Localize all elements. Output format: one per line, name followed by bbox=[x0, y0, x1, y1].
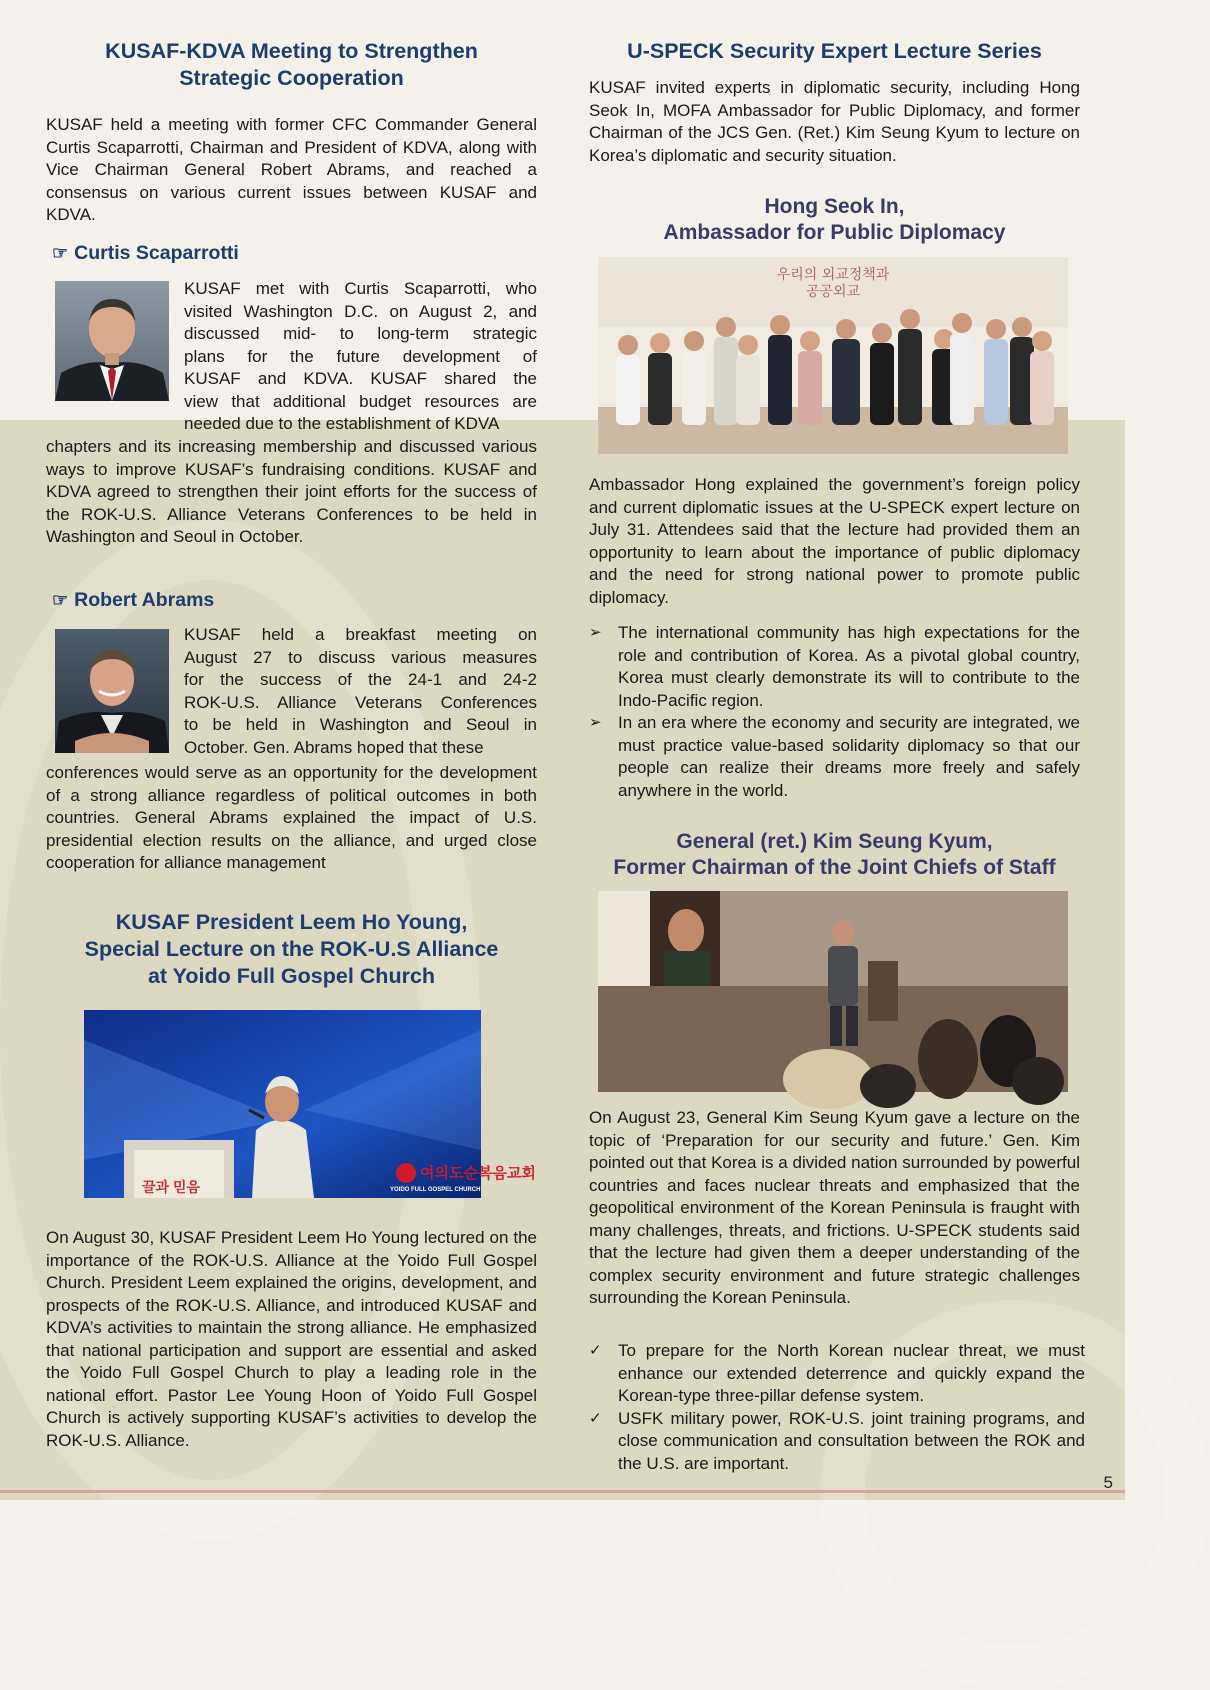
article-title: KUSAF President Leem Ho Young, bbox=[115, 910, 468, 934]
abrams-wrap-line: for the success of the 24-1 and 24-2 bbox=[184, 670, 537, 689]
screen-text: 공공외교 bbox=[805, 284, 861, 300]
abrams-wrap-line: October. Gen. Abrams hoped that these bbox=[184, 737, 484, 757]
abrams-wrap-line: KUSAF held a breakfast meeting on bbox=[184, 625, 537, 644]
list-item: ✓ USFK military power, ROK-U.S. joint training programs, and close communication and consultation between the ROK and the U.S. are important. bbox=[589, 1408, 1085, 1473]
hong-bullet-list bbox=[589, 622, 1080, 802]
article-title: at Yoido Full Gospel Church bbox=[147, 964, 436, 988]
scaparrotti-wrap-line: view that additional budget resources are bbox=[184, 391, 537, 411]
church-sign-english: YOIDO FULL GOSPEL CHURCH bbox=[390, 1187, 481, 1193]
page-number: 5 bbox=[1103, 1473, 1113, 1492]
list-item: ➢ The international community has high expectations for the role and contribution of Korea. As a pivotal global country, Korea must clearly demonstrate its will to contribute to the Indo-Pacific region. bbox=[589, 623, 1080, 710]
portrait-scaparrotti bbox=[55, 281, 169, 401]
scaparrotti-wrap-line: KUSAF met with Curtis Scaparrotti, who bbox=[184, 279, 537, 298]
list-item: ➢ In an era where the economy and security are integrated, we must practice value-based solidarity diplomacy so that our people can realize their dreams more freely and safely anywhere in the world. bbox=[589, 713, 1080, 800]
footer-rule bbox=[0, 1490, 1125, 1493]
podium-text: 끌과 믿음 bbox=[142, 1179, 200, 1195]
abrams-wrap-line: to be held in Washington and Seoul in bbox=[184, 715, 537, 734]
scaparrotti-wrap-line: plans for the future development of bbox=[184, 346, 537, 366]
subheading-scaparrotti: ☞ Curtis Scaparrotti bbox=[52, 242, 239, 264]
scaparrotti-body: chapters and its increasing membership and discussed various ways to improve KUSAF’s fundraising conditions. KUSAF and KDVA agreed to strengthen their joint efforts for the success of the ROK-U.S. Alliance Veterans Conferences to be held in Washington and Seoul in October. bbox=[46, 437, 537, 546]
scaparrotti-wrap-line: discussed mid- to long-term strategic bbox=[184, 324, 537, 343]
speaker-title: General (ret.) Kim Seung Kyum, bbox=[676, 830, 993, 853]
pointing-hand-icon: ☞ bbox=[52, 243, 69, 263]
speaker-title: Hong Seok In, bbox=[764, 195, 905, 218]
subheading-abrams: ☞ Robert Abrams bbox=[52, 589, 215, 611]
checkmark-bullet-icon: ✓ bbox=[589, 1342, 602, 1359]
article-title: KUSAF-KDVA Meeting to Strengthen bbox=[105, 39, 478, 63]
scaparrotti-wrap-line: KUSAF and KDVA. KUSAF shared the bbox=[184, 369, 537, 388]
section-intro: KUSAF invited experts in diplomatic security, including Hong Seok In, MOFA Ambassador for Public Diplomacy, and former Chairman of the JCS Gen. (Ret.) Kim Seung Kyum to lecture on Korea’s diplomatic and security situation. bbox=[589, 78, 1080, 165]
section-title: U-SPECK Security Expert Lecture Series bbox=[627, 39, 1042, 63]
article-intro: KUSAF held a meeting with former CFC Commander General Curtis Scaparrotti, Chairman and President of KDVA, along with Vice Chairman General Robert Abrams, and reached a consensus on various current issues between KUSAF and KDVA. bbox=[46, 115, 537, 224]
arrow-bullet-icon: ➢ bbox=[589, 714, 602, 731]
kim-bullet-list bbox=[589, 1340, 1085, 1475]
abrams-body: conferences would serve as an opportunity for the development of a strong alliance regardless of political outcomes in both countries. General Abrams explained the impact of U.S. presidential election results on the alliance, and urged close cooperation for alliance management bbox=[46, 763, 537, 872]
hong-body: Ambassador Hong explained the government’s foreign policy and current diplomatic issues at the U-SPECK expert lecture on July 31. Attendees said that the lecture had provided them an opportunity to learn about the importance of public diplomacy and the need for strong national power to promote public diplomacy. bbox=[589, 475, 1080, 607]
article-title: Special Lecture on the ROK-U.S Alliance bbox=[84, 937, 499, 961]
speaker-title: Ambassador for Public Diplomacy bbox=[663, 221, 1006, 244]
scaparrotti-wrap-line: needed due to the establishment of KDVA bbox=[184, 414, 500, 433]
checkmark-bullet-icon: ✓ bbox=[589, 1409, 602, 1427]
list-item: ✓ To prepare for the North Korean nuclear threat, we must enhance our extended deterrence and quickly expand the Korean-type three-pillar defense system. bbox=[589, 1341, 1085, 1405]
screen-text: 우리의 외교정책과 bbox=[776, 267, 890, 283]
speaker-title: Former Chairman of the Joint Chiefs of Staff bbox=[613, 856, 1056, 879]
portrait-abrams bbox=[55, 629, 169, 753]
arrow-bullet-icon: ➢ bbox=[589, 624, 602, 641]
photo-leem-lecture bbox=[84, 1010, 536, 1198]
kim-body: On August 23, General Kim Seung Kyum gave a lecture on the topic of ‘Preparation for our security and future.’ Gen. Kim pointed out that Korea is a divided nation surrounded by powerful countries and faces nuclear threats and emphasized that the geopolitical environment of the Korean Peninsula is fraught with many challenges, threats, and frictions. U-SPECK students said that the lecture had given them a deeper understanding of the complex security environment and future strategic challenges surrounding the Korean Peninsula. bbox=[589, 1108, 1080, 1307]
article-title: Strategic Cooperation bbox=[179, 66, 404, 90]
abrams-wrap-line: August 27 to discuss various measures bbox=[184, 647, 537, 667]
scaparrotti-wrap-line: visited Washington D.C. on August 2, and bbox=[184, 301, 537, 321]
pointing-hand-icon: ☞ bbox=[52, 590, 69, 610]
photo-kim-lecture bbox=[598, 891, 1068, 1092]
leem-body: On August 30, KUSAF President Leem Ho Young lectured on the importance of the ROK-U.S. Alliance at the Yoido Full Gospel Church. President Leem explained the origins, development, and prospects of the ROK-U.S. Alliance, and introduced KUSAF and KDVA’s activities to maintain the strong alliance. He emphasized that national participation and support are essential and asked the Yoido Full Gospel Church to play a leading role in the national effort. Pastor Lee Young Hoon of Yoido Full Gospel Church is actively supporting KUSAF’s activities to develop the ROK-U.S. Alliance. bbox=[46, 1228, 537, 1450]
church-sign: 여의도순복음교회 bbox=[420, 1165, 536, 1182]
photo-hong-group bbox=[598, 257, 1068, 454]
abrams-wrap-line: ROK-U.S. Alliance Veterans Conferences bbox=[184, 692, 537, 712]
